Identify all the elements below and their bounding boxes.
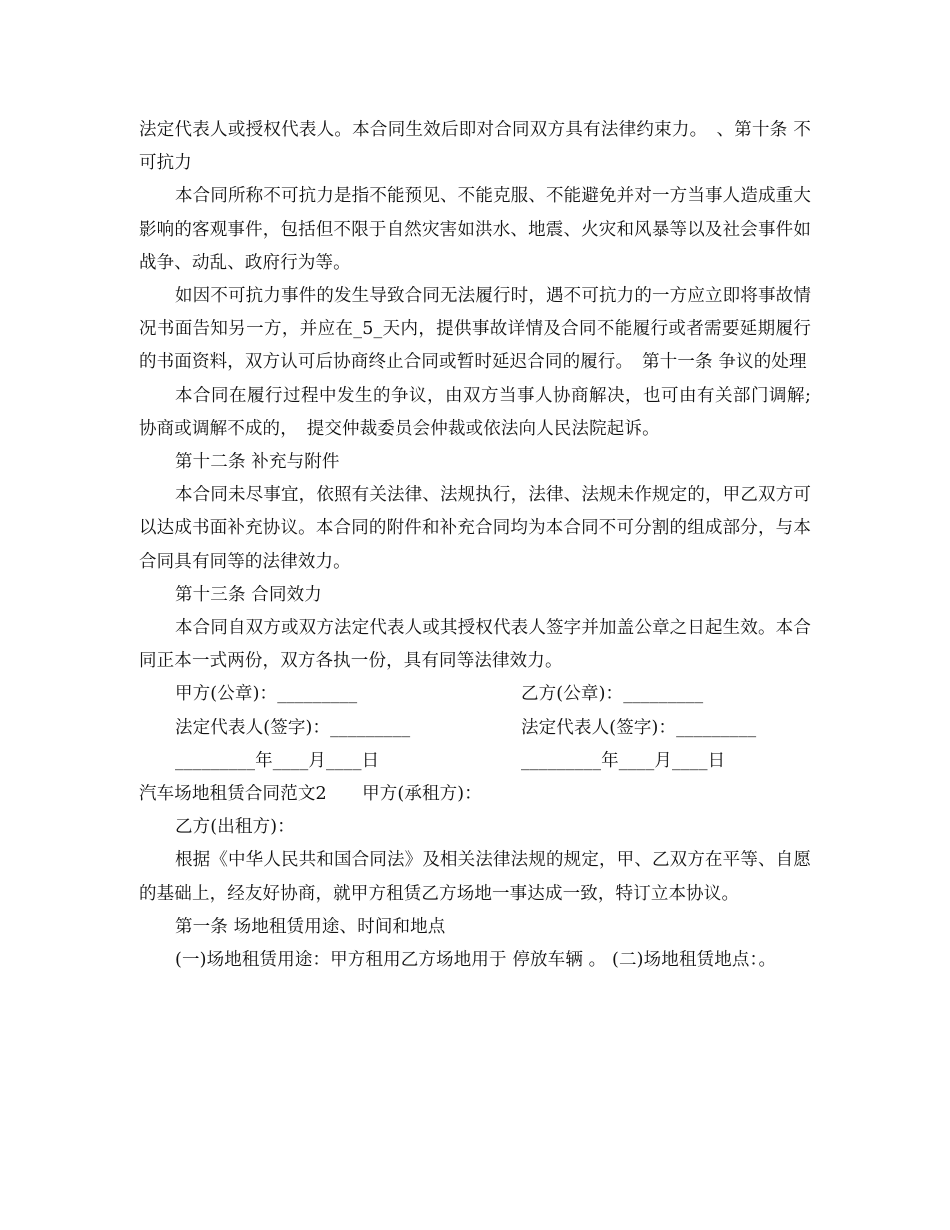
party-b-representative-field: 法定代表人(签字)：_________ [521,717,757,738]
signature-row-representative [139,712,811,745]
paragraph-force-majeure-notice: 如因不可抗力事件的发生导致合同无法履行时，遇不可抗力的一方应立即将事故情况书面告知另一方，并应在_5_天内，提供事故详情及合同不能履行或者需要延期履行的书面资料，双方认可后协商终止合同或暂时延迟合同的履行。 第十一条 争议的处理 [139,286,811,373]
heading-article-13: 第十三条 合同效力 [175,584,322,605]
paragraph-supplements: 本合同未尽事宜，依照有关法律、法规执行，法律、法规未作规定的，甲乙双方可以达成书面补充协议。本合同的附件和补充合同均为本合同不可分割的组成部分，与本合同具有同等的法律效力。 [139,485,811,572]
party-b-seal-field: 乙方(公章)：_________ [521,684,704,705]
party-a-representative-field: 法定代表人(签字)：_________ [175,717,411,738]
heading-article-12: 第十二条 补充与附件 [175,452,340,473]
party-b-date-field: _________年____月____日 [521,750,726,771]
paragraph-dispute-resolution: 本合同在履行过程中发生的争议，由双方当事人协商解决，也可由有关部门调解;协商或调解不成的， 提交仲裁委员会仲裁或依法向人民法院起诉。 [139,385,811,439]
party-a-seal-field: 甲方(公章)：_________ [175,684,358,705]
signature-row-seal [139,678,811,711]
party-a-date-field: _________年____月____日 [175,750,380,771]
document-body [139,114,811,977]
party-b-lessor-line: 乙方(出租方)： [175,817,295,838]
paragraph-article-10-heading: 法定代表人或授权代表人。本合同生效后即对合同双方具有法律约束力。 、第十条 不可抗力 [139,120,811,174]
heading-sample-2-party-a: 汽车场地租赁合同范文2 甲方(承租方)： [139,784,482,805]
paragraph-legal-basis: 根据《中华人民共和国合同法》及相关法律法规的规定，甲、乙双方在平等、自愿的基础上，经友好协商，就甲方租赁乙方场地一事达成一致，特订立本协议。 [139,850,811,904]
heading-article-1: 第一条 场地租赁用途、时间和地点 [175,916,446,937]
paragraph-contract-validity: 本合同自双方或双方法定代表人或其授权代表人签字并加盖公章之日起生效。本合同正本一式两份，双方各执一份，具有同等法律效力。 [139,618,811,672]
signature-row-date [139,745,811,778]
paragraph-force-majeure-definition: 本合同所称不可抗力是指不能预见、不能克服、不能避免并对一方当事人造成重大影响的客观事件，包括但不限于自然灾害如洪水、地震、火灾和风暴等以及社会事件如战争、动乱、政府行为等。 [139,186,811,273]
paragraph-lease-purpose-location: (一)场地租赁用途：甲方租用乙方场地用于 停放车辆 。 (二)场地租赁地点：。 [175,950,777,971]
